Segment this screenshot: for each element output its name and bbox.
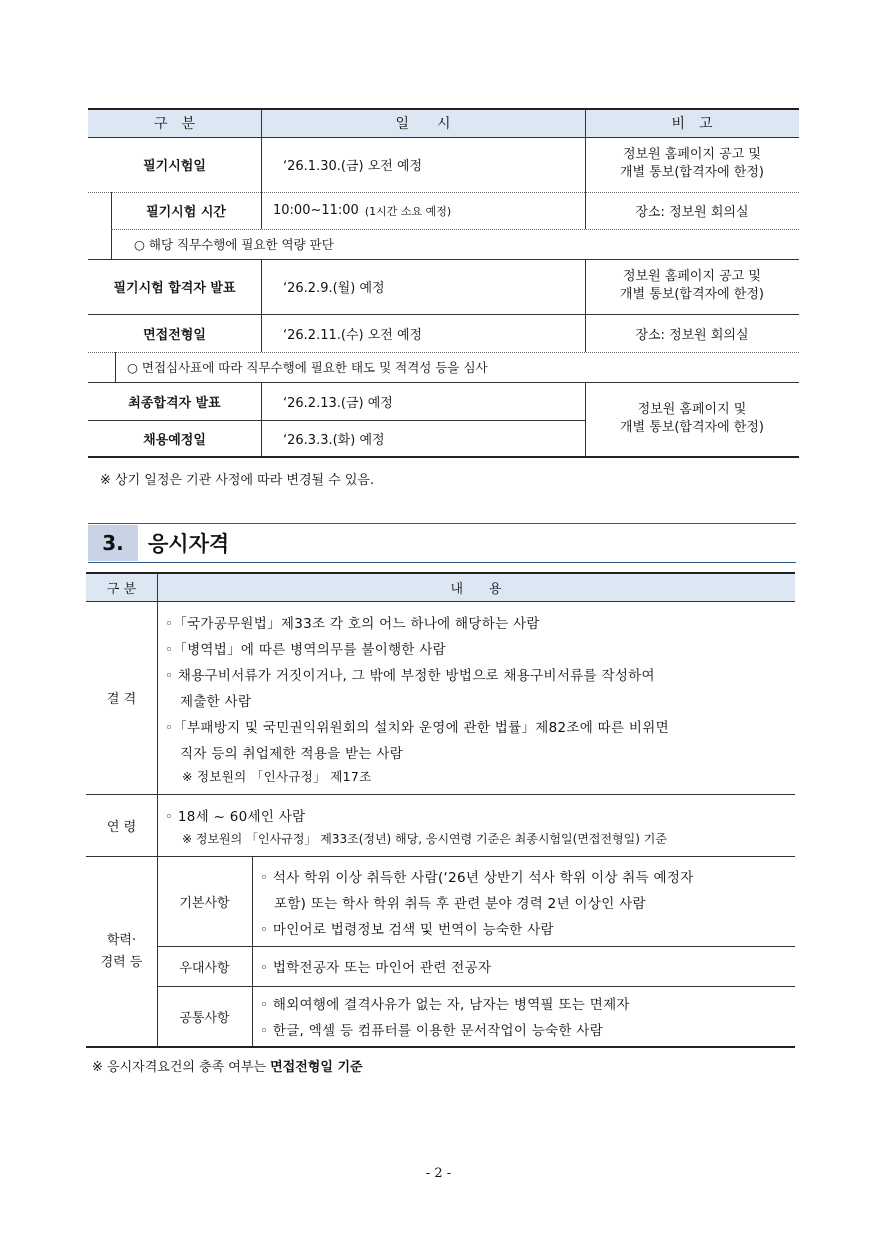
- common-item-1: ◦ 해외여행에 결격사유가 없는 자, 남자는 병역필 또는 면제자: [260, 997, 630, 1013]
- interview-label: 면접전형일: [143, 327, 206, 343]
- disq-item-1: ◦「국가공무원법」제33조 각 호의 어느 하나에 해당하는 사람: [165, 616, 540, 632]
- qualification-footnote-bold: 면접전형일 기준: [270, 1060, 363, 1075]
- education-career-label: [86, 930, 157, 974]
- qualification-footnote-text: ※ 응시자격요건의 충족 여부는: [92, 1060, 271, 1075]
- final-result-date: ‘26.2.13.(금) 예정: [283, 395, 393, 411]
- section-title: 응시자격: [148, 532, 230, 556]
- basic-requirements-label: 기본사항: [179, 895, 230, 911]
- age-note: ※ 정보원의 「인사규정」 제33조(정년) 해당, 응시연령 기준은 최종시험일(면접전형일) 기준: [182, 832, 667, 846]
- written-time-value: [261, 192, 585, 229]
- section-number: 3.: [102, 531, 124, 555]
- written-time-label: 필기시험 시간: [146, 205, 226, 220]
- written-time-text: 10:00~11:00: [273, 203, 359, 218]
- common-label: 공통사항: [179, 1010, 230, 1026]
- written-exam-date: ‘26.1.30.(금) 오전 예정: [283, 159, 423, 174]
- disq-item-4: ◦「부패방지 및 국민권익위원회의 설치와 운영에 관한 법률」제82조에 따른 비위면: [165, 720, 669, 736]
- disq-item-4-cont: 직자 등의 취업제한 적용을 받는 사람: [180, 746, 404, 762]
- written-time-place: 장소: 정보원 회의실: [635, 205, 749, 220]
- written-time-sub: (1시간 소요 예정): [364, 204, 452, 218]
- written-exam-note-line2: 개별 통보(합격자에 한정): [620, 165, 764, 180]
- basic-item-2: ◦ 마인어로 법령정보 검색 및 번역이 능숙한 사람: [260, 922, 554, 938]
- age-item: ◦ 18세 ~ 60세인 사람: [165, 809, 306, 825]
- education-career-label-line2: 경력 등: [100, 955, 143, 970]
- basic-item-1-cont: 포함) 또는 학사 학위 취득 후 관련 분야 경력 2년 이상인 사람: [274, 896, 646, 912]
- page-number: - 2 -: [425, 1166, 452, 1181]
- disq-item-3: ◦ 채용구비서류가 거짓이거나, 그 밖에 부정한 방법으로 채용구비서류를 작성하여: [165, 668, 655, 684]
- written-pass-date: ‘26.2.9.(월) 예정: [283, 281, 385, 296]
- written-exam-label: 필기시험일: [143, 159, 206, 174]
- hire-date-value: ‘26.3.3.(화) 예정: [283, 433, 385, 448]
- written-pass-note: [585, 268, 799, 304]
- schedule-header-category: 구 분: [153, 116, 196, 132]
- written-exam-description: ○ 해당 직무수행에 필요한 역량 판단: [134, 237, 334, 252]
- basic-item-1: ◦ 석사 학위 이상 취득한 사람(‘26년 상반기 석사 학위 이상 취득 예정자: [260, 870, 694, 886]
- interview-place: 장소: 정보원 회의실: [635, 327, 749, 343]
- interview-description: ○ 면접심사표에 따라 직무수행에 필요한 태도 및 적격성 등을 심사: [127, 360, 488, 375]
- schedule-header-remarks: 비 고: [671, 116, 713, 132]
- education-career-label-line1: 학력·: [106, 933, 137, 948]
- disq-item-3-cont: 제출한 사람: [180, 694, 252, 710]
- written-pass-note-line1: 정보원 홈페이지 공고 및: [623, 269, 761, 284]
- final-note-line1: 정보원 홈페이지 및: [637, 402, 747, 417]
- final-note-line2: 개별 통보(합격자에 한정): [620, 420, 764, 435]
- written-exam-note: [585, 146, 799, 182]
- disq-reference-note: ※ 정보원의 「인사규정」 제17조: [182, 769, 372, 784]
- written-exam-note-line1: 정보원 홈페이지 공고 및: [623, 147, 761, 162]
- final-note: [585, 401, 799, 437]
- common-item-2: ◦ 한글, 엑셀 등 컴퓨터를 이용한 문서작업이 능숙한 사람: [260, 1023, 604, 1039]
- written-pass-note-line2: 개별 통보(합격자에 한정): [620, 287, 764, 302]
- interview-date: ‘26.2.11.(수) 오전 예정: [283, 327, 423, 343]
- hire-date-label: 채용예정일: [143, 433, 206, 448]
- disqualification-label: 결 격: [106, 692, 137, 707]
- qual-header-category: 구 분: [106, 581, 137, 597]
- schedule-header-datetime: 일 시: [395, 116, 451, 132]
- written-pass-label: 필기시험 합격자 발표: [113, 281, 236, 296]
- final-result-label: 최종합격자 발표: [128, 395, 221, 411]
- disq-item-2: ◦「병역법」에 따른 병역의무를 불이행한 사람: [165, 642, 447, 658]
- qualification-footnote: [92, 1056, 363, 1075]
- age-label: 연 령: [106, 819, 137, 835]
- preferred-item: ◦ 법학전공자 또는 마인어 관련 전공자: [260, 960, 492, 976]
- schedule-footnote: ※ 상기 일정은 기관 사정에 따라 변경될 수 있음.: [100, 473, 375, 488]
- qual-header-content: 내 용: [450, 581, 502, 597]
- preferred-label: 우대사항: [179, 960, 230, 976]
